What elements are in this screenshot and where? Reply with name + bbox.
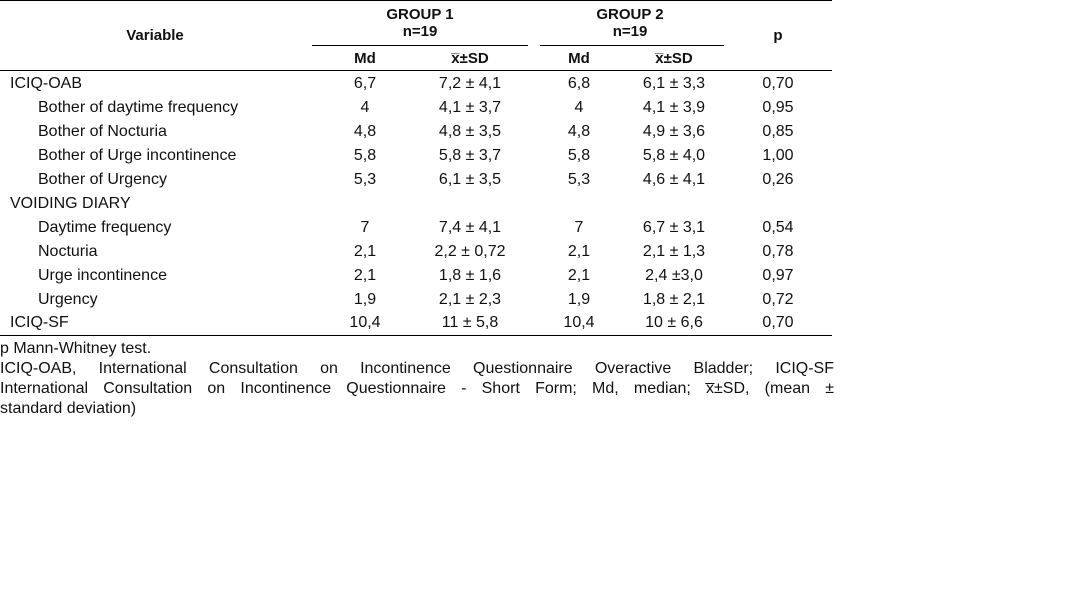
row-label: Bother of Nocturia	[38, 123, 167, 140]
cell-mean-sd-group2: 6,1 ± 3,3	[642, 75, 706, 92]
header-md-group1: Md	[354, 50, 376, 67]
cell-md-group1: 6,7	[353, 75, 377, 92]
cell-mean-sd-group1: 7,4 ± 4,1	[438, 219, 502, 236]
cell-mean-sd-group1: 6,1 ± 3,5	[438, 171, 502, 188]
cell-mean-sd-group1: 2,2 ± 0,72	[434, 243, 506, 260]
table-row	[0, 144, 832, 168]
header-mean-sd-group2: x̅±SD	[655, 50, 693, 67]
cell-p-value: 0,85	[762, 123, 794, 140]
row-label: Bother of Urge incontinence	[38, 147, 237, 164]
cell-mean-sd-group2: 5,8 ± 4,0	[642, 147, 706, 164]
table-row	[0, 216, 832, 240]
cell-md-group2: 2,1	[567, 243, 591, 260]
cell-mean-sd-group2: 2,1 ± 1,3	[642, 243, 706, 260]
cell-mean-sd-group2: 2,4 ±3,0	[645, 267, 703, 284]
cell-md-group2: 4,8	[567, 123, 591, 140]
cell-mean-sd-group2: 10 ± 6,6	[645, 314, 703, 331]
cell-p-value: 0,26	[762, 171, 794, 188]
cell-md-group2: 1,9	[567, 291, 591, 308]
row-label: Urge incontinence	[38, 267, 167, 284]
cell-mean-sd-group1: 1,8 ± 1,6	[438, 267, 502, 284]
cell-md-group2: 6,8	[567, 75, 591, 92]
cell-p-value: 0,72	[762, 291, 794, 308]
cell-md-group2: 10,4	[563, 314, 595, 331]
cell-mean-sd-group1: 11 ± 5,8	[441, 314, 499, 331]
footnote-abbreviations-line-2: International Consultation on Incontinence Questionnaire - Short Form; Md, median; x̅±SD, (mean ±	[0, 380, 834, 397]
row-label: Urgency	[38, 291, 98, 308]
cell-p-value: 0,70	[762, 75, 794, 92]
row-label: ICIQ-SF	[10, 314, 69, 331]
header-md-group2: Md	[568, 50, 590, 67]
table-row	[0, 264, 832, 288]
cell-mean-sd-group1: 5,8 ± 3,7	[438, 147, 502, 164]
header-p: p	[773, 27, 783, 44]
footnote-abbreviations-line-1: ICIQ-OAB, International Consultation on Incontinence Questionnaire Overactive Bladder; ICIQ-SF	[0, 360, 834, 377]
header-group1-n: n=19	[402, 23, 438, 40]
cell-md-group2: 4	[574, 99, 584, 116]
cell-mean-sd-group2: 1,8 ± 2,1	[642, 291, 706, 308]
cell-md-group1: 2,1	[353, 267, 377, 284]
section-label: VOIDING DIARY	[10, 195, 131, 212]
cell-md-group1: 4	[360, 99, 370, 116]
row-label: Nocturia	[38, 243, 98, 260]
cell-p-value: 0,78	[762, 243, 794, 260]
table-footnotes	[0, 339, 834, 419]
cell-mean-sd-group2: 4,1 ± 3,9	[642, 99, 706, 116]
cell-md-group1: 1,9	[353, 291, 377, 308]
table-row	[0, 311, 832, 335]
cell-mean-sd-group1: 2,1 ± 2,3	[438, 291, 502, 308]
cell-md-group2: 5,3	[567, 171, 591, 188]
cell-mean-sd-group1: 7,2 ± 4,1	[438, 75, 502, 92]
cell-md-group2: 7	[574, 219, 584, 236]
row-label: Bother of daytime frequency	[38, 99, 239, 116]
row-label: ICIQ-OAB	[10, 75, 83, 92]
header-variable: Variable	[126, 27, 184, 44]
row-label: Bother of Urgency	[38, 171, 167, 188]
cell-md-group1: 4,8	[353, 123, 377, 140]
cell-mean-sd-group2: 6,7 ± 3,1	[642, 219, 706, 236]
cell-p-value: 0,97	[762, 267, 794, 284]
table-row	[0, 288, 832, 312]
cell-p-value: 0,95	[762, 99, 794, 116]
table-row	[0, 168, 832, 192]
table-top-rule	[0, 0, 832, 1]
cell-md-group1: 7	[360, 219, 370, 236]
cell-mean-sd-group2: 4,9 ± 3,6	[642, 123, 706, 140]
cell-mean-sd-group1: 4,8 ± 3,5	[438, 123, 502, 140]
cell-md-group1: 5,8	[353, 147, 377, 164]
table-row	[0, 120, 832, 144]
footnote-abbreviations-line-3: standard deviation)	[0, 400, 137, 417]
header-group1-title: GROUP 1	[386, 6, 454, 23]
group2-subrule	[540, 45, 724, 46]
table-bottom-rule	[0, 335, 832, 336]
cell-mean-sd-group1: 4,1 ± 3,7	[438, 99, 502, 116]
cell-md-group2: 5,8	[567, 147, 591, 164]
header-group2-title: GROUP 2	[596, 6, 664, 23]
header-group2-n: n=19	[612, 23, 648, 40]
cell-p-value: 1,00	[762, 147, 794, 164]
cell-md-group1: 5,3	[353, 171, 377, 188]
row-label: Daytime frequency	[38, 219, 172, 236]
cell-p-value: 0,70	[762, 314, 794, 331]
cell-mean-sd-group2: 4,6 ± 4,1	[642, 171, 706, 188]
table-section-row	[0, 192, 832, 216]
table-row	[0, 96, 832, 120]
cell-md-group2: 2,1	[567, 267, 591, 284]
cell-md-group1: 10,4	[349, 314, 381, 331]
cell-md-group1: 2,1	[353, 243, 377, 260]
group1-subrule	[312, 45, 528, 46]
cell-p-value: 0,54	[762, 219, 794, 236]
header-mean-sd-group1: x̅±SD	[451, 50, 489, 67]
footnote-test: p Mann-Whitney test.	[0, 340, 152, 357]
table-row	[0, 240, 832, 264]
table-row	[0, 72, 832, 96]
header-bottom-rule	[0, 70, 832, 71]
